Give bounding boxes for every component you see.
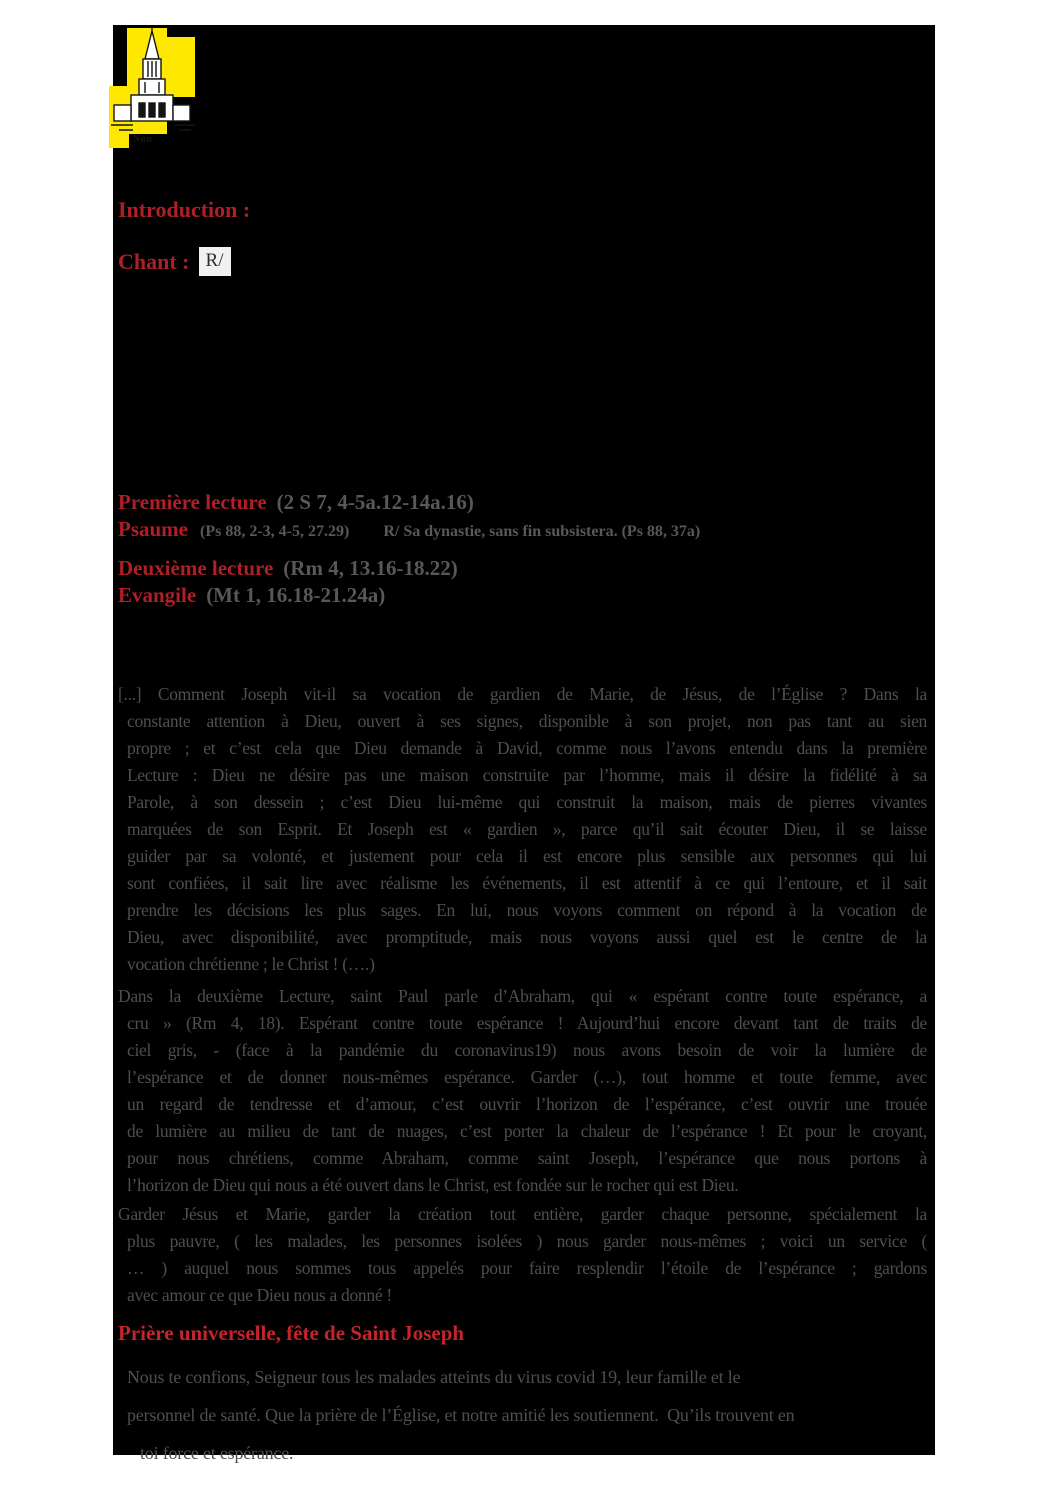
parish-logo bbox=[109, 28, 209, 154]
text-line: Garder Jésus et Marie, garder la création tout entière, garder chaque personne, spécialement la bbox=[118, 1204, 927, 1224]
text-line: avec amour ce que Dieu nous a donné ! bbox=[127, 1285, 392, 1305]
reading-reference: (Ps 88, 2-3, 4-5, 27.29) bbox=[200, 523, 350, 540]
text-line: Parole, à son dessein ; c’est Dieu lui-même qui construit la maison, mais de pierres vivantes bbox=[127, 792, 927, 812]
text-line: Dans la deuxième Lecture, saint Paul parle d’Abraham, qui « espérant contre toute espérance, a bbox=[118, 986, 927, 1006]
text-line: pour nous chrétiens, comme Abraham, comme saint Joseph, l’espérance que nous portons à bbox=[127, 1148, 927, 1168]
meditation-paragraph-1 bbox=[113, 681, 935, 978]
reading-label: Deuxième lecture bbox=[118, 556, 274, 580]
text-line: Dieu, avec disponibilité, avec promptitude, mais nous voyons aussi quel est le centre de la bbox=[127, 927, 927, 947]
chant-heading: Chant : bbox=[118, 248, 190, 274]
text-line: Nous te confions, Seigneur tous les malades atteints du virus covid 19, leur famille et le bbox=[127, 1367, 741, 1387]
text-line: constante attention à Dieu, ouvert à ses signes, disponible à son projet, non pas tant au sien bbox=[127, 711, 927, 731]
text-line: cru » (Rm 4, 18). Espérant contre toute espérance ! Aujourd’hui encore devant tant de traits de bbox=[127, 1013, 927, 1033]
reading-reference: (Rm 4, 13.16-18.22) bbox=[283, 556, 458, 580]
reading-premiere-lecture bbox=[113, 490, 935, 515]
chant-row bbox=[113, 247, 935, 276]
text-line: marquées de son Esprit. Et Joseph est « gardien », parce qu’il sait écouter Dieu, il se laisse bbox=[127, 819, 927, 839]
meditation-paragraph-2 bbox=[113, 983, 935, 1199]
text-line: … ) auquel nous sommes tous appelés pour faire resplendir l’étoile de l’espérance ; gardons bbox=[127, 1258, 927, 1278]
priere-universelle-heading: Prière universelle, fête de Saint Joseph bbox=[118, 1321, 465, 1345]
prayer-text bbox=[113, 1358, 935, 1472]
text-line: guider par sa volonté, et justement pour cela il est encore plus sensible aux personnes qui lui bbox=[127, 846, 927, 866]
text-line: l’horizon de Dieu qui nous a été ouvert dans le Christ, est fondée sur le rocher qui est Dieu. bbox=[127, 1175, 739, 1195]
reading-label: Psaume bbox=[118, 517, 188, 541]
psalm-response: R/ Sa dynastie, sans fin subsistera. (Ps 88, 37a) bbox=[383, 523, 701, 540]
reading-deuxieme-lecture bbox=[113, 556, 935, 581]
logo-caption: Non bbox=[133, 134, 153, 145]
reading-label: Première lecture bbox=[118, 490, 267, 514]
chant-response-marker: R/ bbox=[199, 247, 232, 276]
reading-evangile bbox=[113, 583, 935, 608]
content-area bbox=[113, 25, 935, 1463]
introduction-heading: Introduction : bbox=[118, 197, 251, 222]
text-line: plus pauvre, ( les malades, les personnes isolées ) nous garder nous-mêmes ; voici un service ( bbox=[127, 1231, 927, 1251]
text-line: toi force et espérance. bbox=[140, 1443, 294, 1463]
text-line: sont confiées, il sait lire avec réalisme les événements, il est attentif à ce qui l’entoure, et il sait bbox=[127, 873, 927, 893]
text-line: Lecture : Dieu ne désire pas une maison construite par l’homme, mais il désire la fidélité à sa bbox=[127, 765, 927, 785]
text-line: de lumière au milieu de tant de nuages, c’est porter la chaleur de l’espérance ! Et pour le croyant, bbox=[127, 1121, 927, 1141]
text-line: vocation chrétienne ; le Christ ! (….) bbox=[127, 954, 375, 974]
text-line: un regard de tendresse et d’amour, c’est ouvrir l’horizon de l’espérance, c’est ouvrir une trouée bbox=[127, 1094, 927, 1114]
text-line: prendre les décisions les plus sages. En lui, nous voyons comment on répond à la vocation de bbox=[127, 900, 927, 920]
text-line: l’espérance et de donner nous-mêmes espérance. Garder (…), tout homme et toute femme, avec bbox=[127, 1067, 927, 1087]
text-line: ciel gris, - (face à la pandémie du coronavirus19) nous avons besoin de voir la lumière de bbox=[127, 1040, 927, 1060]
reading-label: Evangile bbox=[118, 583, 197, 607]
text-line: personnel de santé. Que la prière de l’Église, et notre amitié les soutiennent. Qu’ils trouvent en bbox=[127, 1405, 795, 1425]
reading-reference: (Mt 1, 16.18-21.24a) bbox=[206, 583, 386, 607]
meditation-paragraph-3 bbox=[113, 1201, 935, 1309]
text-line: [...] Comment Joseph vit-il sa vocation de gardien de Marie, de Jésus, de l’Église ? Dans la bbox=[118, 684, 927, 704]
church-icon bbox=[109, 26, 201, 148]
text-line: propre ; et c’est cela que Dieu demande à David, comme nous l’avons entendu dans la première bbox=[127, 738, 927, 758]
reading-reference: (2 S 7, 4-5a.12-14a.16) bbox=[276, 490, 474, 514]
reading-psaume bbox=[113, 517, 935, 542]
